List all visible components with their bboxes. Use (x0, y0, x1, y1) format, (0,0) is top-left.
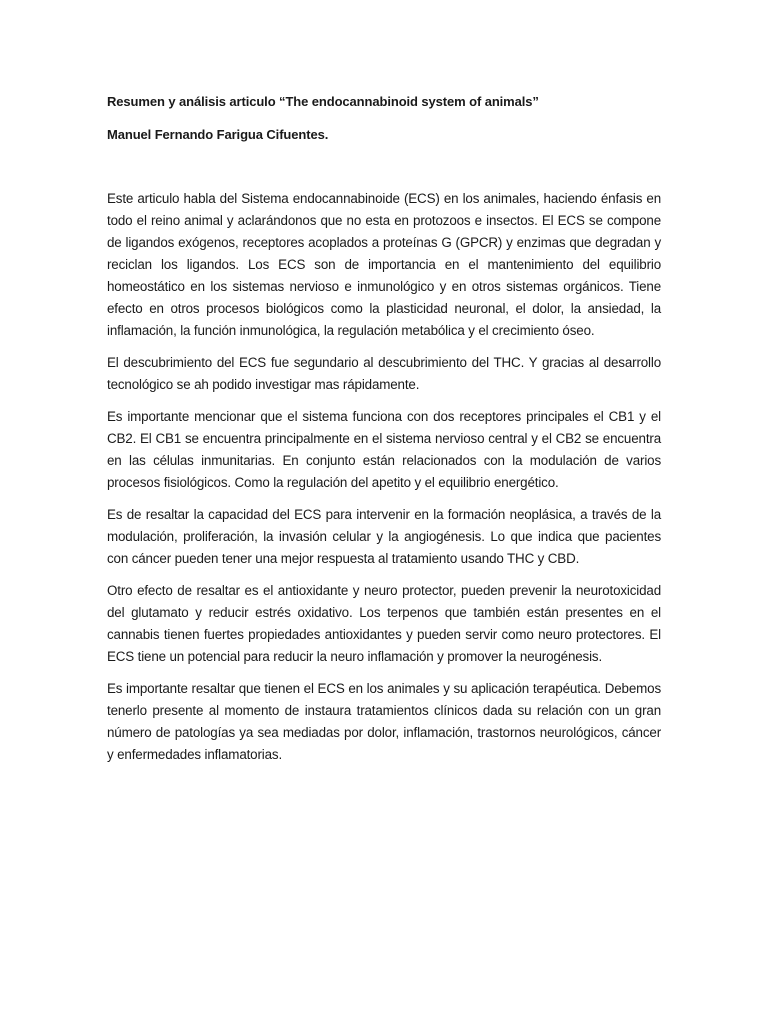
paragraph: Otro efecto de resaltar es el antioxidante y neuro protector, pueden prevenir la neurotoxicidad del glutamato y reducir estrés oxidativo. Los terpenos que también están presentes en el cannabis tienen fuertes propiedades antioxidantes y pueden servir como neuro protectores. El ECS tiene un potencial para reducir la neuro inflamación y promover la neurogénesis. (107, 583, 661, 664)
paragraph: El descubrimiento del ECS fue segundario al descubrimiento del THC. Y gracias al desarrollo tecnológico se ah podido investigar mas rápidamente. (107, 355, 661, 392)
document-title: Resumen y análisis articulo “The endocannabinoid system of animals” (107, 94, 539, 109)
paragraph: Este articulo habla del Sistema endocannabinoide (ECS) en los animales, haciendo énfasis en todo el reino animal y aclarándonos que no esta en protozoos e insectos. El ECS se compone de ligandos exógenos, receptores acoplados a proteínas G (GPCR) y enzimas que degradan y reciclan los ligandos. Los ECS son de importancia en el mantenimiento del equilibrio homeostático en los sistemas nervioso e inmunológico y en otros sistemas orgánicos. Tiene efecto en otros procesos biológicos como la plasticidad neuronal, el dolor, la ansiedad, la inflamación, la función inmunológica, la regulación metabólica y el crecimiento óseo. (107, 191, 661, 338)
document-page (107, 92, 661, 776)
paragraph: Es importante resaltar que tienen el ECS en los animales y su aplicación terapéutica. Debemos tenerlo presente al momento de instaura tratamientos clínicos dada su relación con un gran número de patologías ya sea mediadas por dolor, inflamación, trastornos neurológicos, cáncer y enfermedades inflamatorias. (107, 681, 661, 762)
paragraph: Es de resaltar la capacidad del ECS para intervenir en la formación neoplásica, a través de la modulación, proliferación, la invasión celular y la angiogénesis. Lo que indica que pacientes con cáncer pueden tener una mejor respuesta al tratamiento usando THC y CBD. (107, 507, 661, 566)
paragraph: Es importante mencionar que el sistema funciona con dos receptores principales el CB1 y el CB2. El CB1 se encuentra principalmente en el sistema nervioso central y el CB2 se encuentra en las células inmunitarias. En conjunto están relacionados con la modulación de varios procesos fisiológicos. Como la regulación del apetito y el equilibrio energético. (107, 409, 661, 490)
document-author: Manuel Fernando Farigua Cifuentes. (107, 127, 329, 142)
